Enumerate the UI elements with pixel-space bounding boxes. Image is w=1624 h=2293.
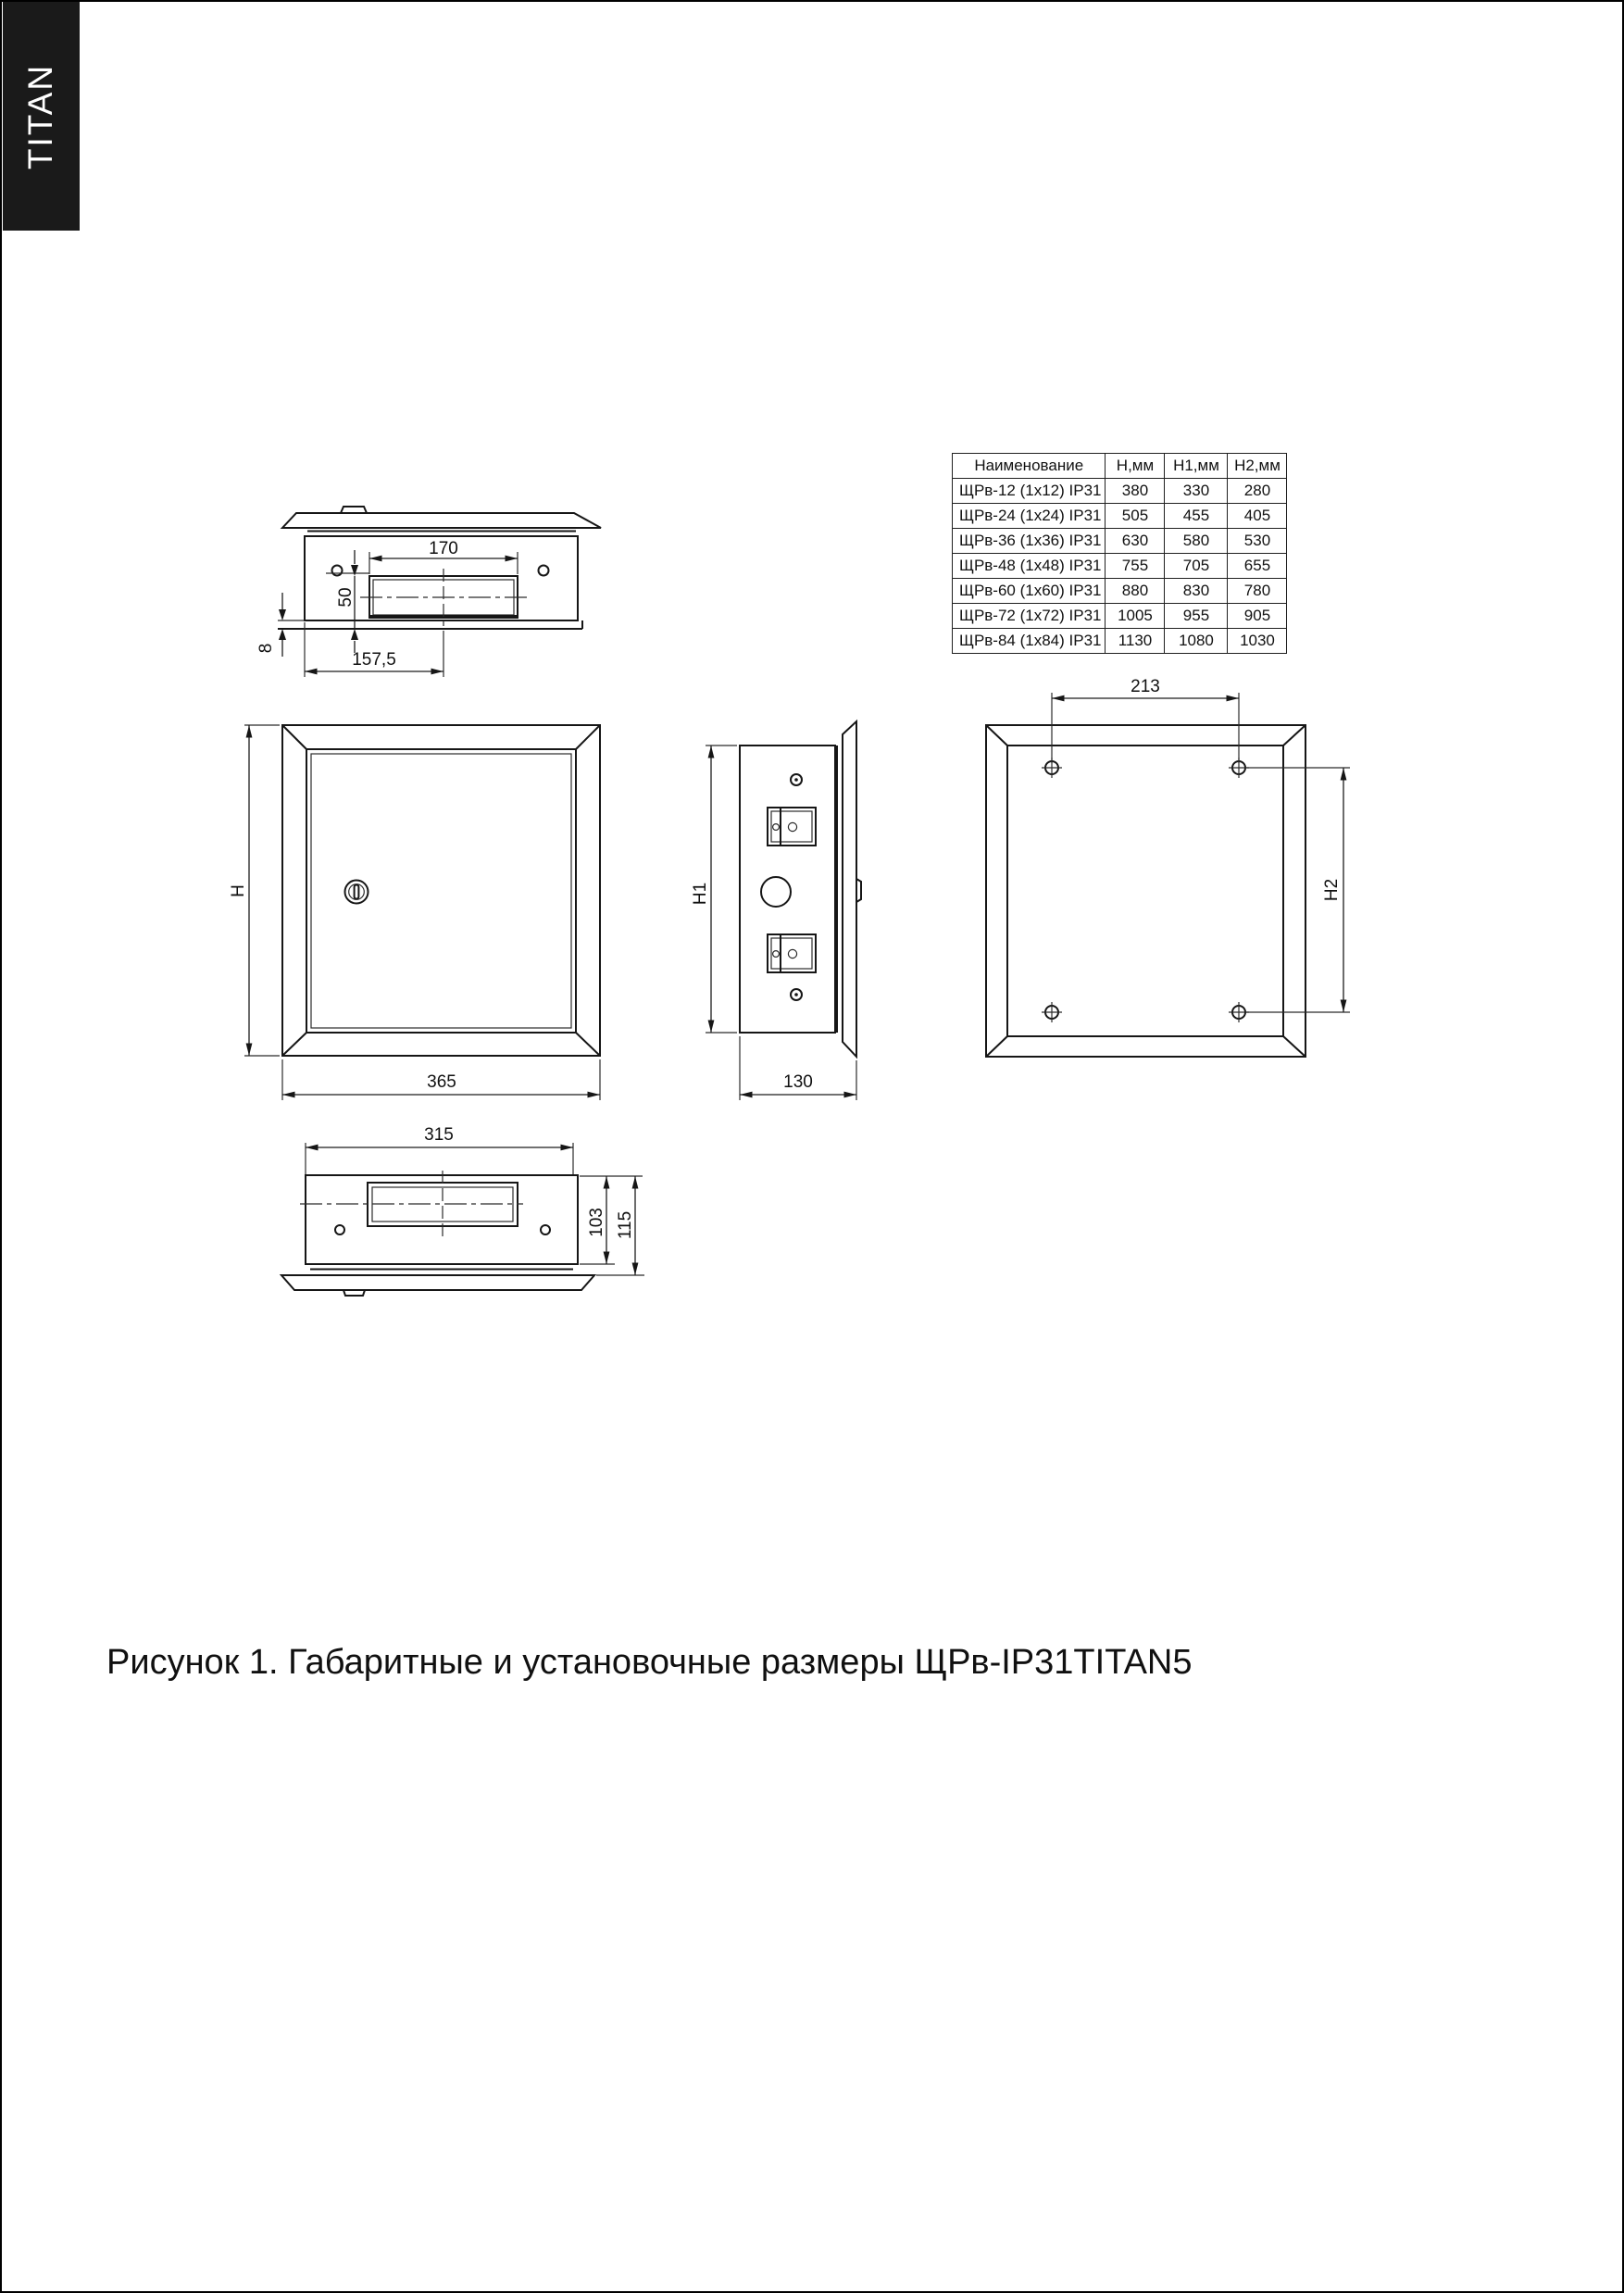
column-header: Н,мм — [1106, 454, 1165, 479]
model-name-cell: ЩРв-48 (1x48) IP31 — [953, 554, 1106, 579]
bottom-view-drawing — [281, 1125, 644, 1296]
dim-value-cell: 1030 — [1228, 629, 1287, 654]
front-outer-frame — [282, 725, 600, 1056]
lock-keyhole — [355, 885, 359, 899]
brand-logo-text: TITAN — [21, 63, 60, 169]
dim-label-depth-115: 115 — [616, 1210, 635, 1240]
bottom-flange — [281, 1275, 594, 1290]
dim-value-cell: 705 — [1165, 554, 1228, 579]
dim-value-cell: 1080 — [1165, 629, 1228, 654]
dim-label-holes-H2: H2 — [1322, 878, 1342, 902]
dim-value-cell: 830 — [1165, 579, 1228, 604]
top-latch-tab — [341, 507, 367, 513]
dim-value-cell: 280 — [1228, 479, 1287, 504]
dim-value-cell: 380 — [1106, 479, 1165, 504]
figure-caption: Рисунок 1. Габаритные и установочные размеры ЩРв-IP31TITAN5 — [106, 1643, 1193, 1682]
dim-value-cell: 755 — [1106, 554, 1165, 579]
dim-value-cell: 580 — [1165, 529, 1228, 554]
dim-label-height-H: H — [229, 884, 248, 897]
dim-value-cell: 1130 — [1106, 629, 1165, 654]
dim-label-width-365: 365 — [427, 1072, 456, 1092]
top-hole-right — [539, 566, 549, 576]
dim-label-cutout-center: 157,5 — [352, 650, 396, 670]
bottom-body — [306, 1175, 578, 1264]
side-door-panel — [843, 721, 856, 1057]
model-name-cell: ЩРв-24 (1x24) IP31 — [953, 504, 1106, 529]
dim-value-cell: 780 — [1228, 579, 1287, 604]
dim-value-cell: 655 — [1228, 554, 1287, 579]
model-name-cell: ЩРв-84 (1x84) IP31 — [953, 629, 1106, 654]
dim-label-holes-213: 213 — [1131, 677, 1160, 696]
dim-value-cell: 880 — [1106, 579, 1165, 604]
top-view-drawing — [256, 507, 601, 677]
model-name-cell: ЩРв-72 (1x72) IP31 — [953, 604, 1106, 629]
bottom-hole-left — [335, 1225, 344, 1234]
model-name-cell: ЩРв-12 (1x12) IP31 — [953, 479, 1106, 504]
dim-label-height-H1: H1 — [691, 882, 710, 906]
dim-value-cell: 905 — [1228, 604, 1287, 629]
dim-value-cell: 505 — [1106, 504, 1165, 529]
drawing-canvas — [2, 2, 1624, 2293]
dim-value-cell: 1005 — [1106, 604, 1165, 629]
model-name-cell: ЩРв-60 (1x60) IP31 — [953, 579, 1106, 604]
column-header: Наименование — [953, 454, 1106, 479]
dim-value-cell: 455 — [1165, 504, 1228, 529]
top-hole-left — [332, 566, 343, 576]
dim-value-cell: 330 — [1165, 479, 1228, 504]
dim-value-cell: 405 — [1228, 504, 1287, 529]
front-door-frame — [306, 749, 576, 1033]
column-header: Н2,мм — [1228, 454, 1287, 479]
dim-label-cutout-depth: 50 — [336, 587, 356, 608]
dim-value-cell: 530 — [1228, 529, 1287, 554]
side-bracket-top — [768, 808, 816, 846]
side-body — [740, 746, 835, 1033]
side-gland-hole — [761, 877, 791, 907]
bottom-hole-right — [541, 1225, 550, 1234]
mounting-hole — [1042, 1002, 1062, 1022]
back-inner-frame — [1007, 746, 1283, 1036]
column-header: Н1,мм — [1165, 454, 1228, 479]
back-outer-frame — [986, 725, 1305, 1057]
dim-label-depth-103: 103 — [587, 1208, 606, 1237]
dim-label-depth-130: 130 — [783, 1072, 813, 1092]
dim-label-cutout-width: 170 — [429, 539, 458, 558]
side-view-drawing — [691, 721, 861, 1100]
dim-label-flange-thickness: 8 — [256, 643, 276, 654]
side-bracket-bottom — [768, 934, 816, 972]
top-flange — [282, 513, 601, 528]
model-name-cell: ЩРв-36 (1x36) IP31 — [953, 529, 1106, 554]
dim-value-cell: 955 — [1165, 604, 1228, 629]
dim-value-cell: 630 — [1106, 529, 1165, 554]
front-view-drawing — [229, 725, 600, 1100]
dim-label-width-315: 315 — [424, 1125, 454, 1145]
back-view-drawing — [986, 677, 1350, 1057]
